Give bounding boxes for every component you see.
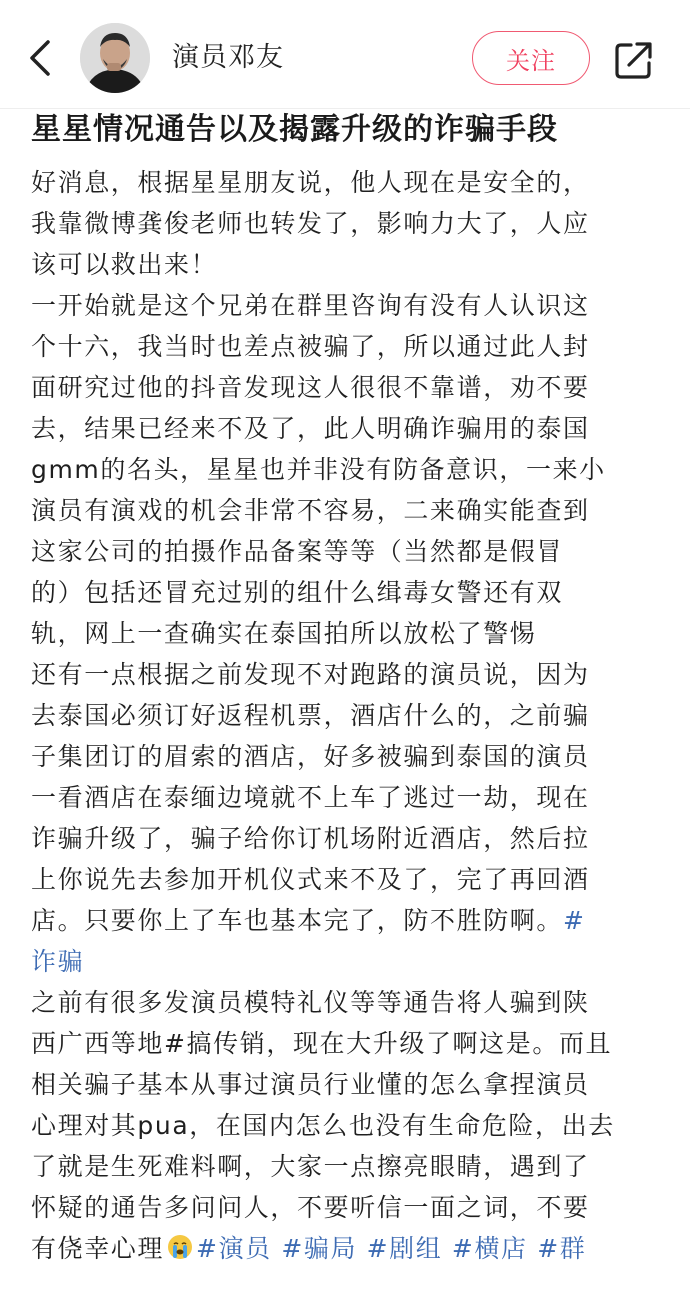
- body-line: [31, 982, 671, 1023]
- author-avatar[interactable]: [80, 23, 150, 93]
- avatar-image: [80, 23, 150, 93]
- body-text: 子集团订的眉索的酒店，好多被骗到泰国的演员: [31, 742, 590, 771]
- body-text: 该可以救出来！: [31, 250, 218, 279]
- hashtag-link[interactable]: #剧组: [366, 1234, 443, 1263]
- body-line: [31, 654, 671, 695]
- body-text: 演员有演戏的机会非常不容易，二来确实能查到: [31, 496, 590, 525]
- body-line: [31, 1023, 671, 1064]
- body-line: [31, 859, 671, 900]
- share-button[interactable]: [612, 38, 656, 82]
- post-title: 星星情况通告以及揭露升级的诈骗手段: [31, 112, 558, 147]
- body-text: 这家公司的拍摄作品备案等等（当然都是假冒: [31, 537, 564, 566]
- body-text: 的）包括还冒充过别的组什么缉毒女警还有双: [31, 578, 564, 607]
- body-line: [31, 900, 671, 941]
- hashtag-link[interactable]: #骗局: [281, 1234, 358, 1263]
- crying-face-icon: [166, 1233, 194, 1261]
- share-icon: [612, 38, 656, 82]
- body-text: 诈骗升级了，骗子给你订机场附近酒店，然后拉: [31, 824, 590, 853]
- body-text: 之前有很多发演员模特礼仪等等通告将人骗到陕: [31, 988, 590, 1017]
- body-text: gmm的名头，星星也并非没有防备意识，一来小: [31, 455, 606, 484]
- body-text: 好消息，根据星星朋友说，他人现在是安全的，: [31, 168, 590, 197]
- body-text: 一看酒店在泰缅边境就不上车了逃过一劫，现在: [31, 783, 590, 812]
- body-line: [31, 531, 671, 572]
- body-text: 怀疑的通告多问问人，不要听信一面之词，不要: [31, 1193, 590, 1222]
- body-text: 去，结果已经来不及了，此人明确诈骗用的泰国: [31, 414, 590, 443]
- body-text: 一开始就是这个兄弟在群里咨询有没有人认识这: [31, 291, 590, 320]
- follow-button[interactable]: 关注: [472, 31, 590, 85]
- body-line: [31, 818, 671, 859]
- body-text: 西广西等地#搞传销，现在大升级了啊这是。而且: [31, 1029, 613, 1058]
- body-line: [31, 326, 671, 367]
- hashtag-link[interactable]: #演员: [196, 1234, 272, 1263]
- body-line: [31, 203, 671, 244]
- body-line: [31, 449, 671, 490]
- body-line: [31, 1064, 671, 1105]
- body-line: [31, 613, 671, 654]
- body-text: 心理对其pua，在国内怎么也没有生命危险，出去: [31, 1111, 615, 1140]
- body-text: 了就是生死难料啊，大家一点擦亮眼睛，遇到了: [31, 1152, 590, 1181]
- hashtag-link[interactable]: #横店: [451, 1234, 528, 1263]
- body-text: 还有一点根据之前发现不对跑路的演员说，因为: [31, 660, 590, 689]
- header-divider: [0, 108, 690, 109]
- hashtag-link[interactable]: #群: [537, 1234, 587, 1263]
- body-line: [31, 695, 671, 736]
- body-line: [31, 1187, 671, 1228]
- body-line: [31, 1105, 671, 1146]
- body-line: [31, 367, 671, 408]
- post-body: [31, 162, 671, 1269]
- hashtag-link[interactable]: #: [563, 906, 586, 935]
- body-text: 相关骗子基本从事过演员行业懂的怎么拿捏演员: [31, 1070, 590, 1099]
- body-text: 我靠微博龚俊老师也转发了，影响力大了，人应: [31, 209, 590, 238]
- body-line: [31, 941, 671, 982]
- body-text: 面研究过他的抖音发现这人很很不靠谱，劝不要: [31, 373, 590, 402]
- hashtag-link[interactable]: 诈骗: [31, 947, 85, 976]
- body-text: 有侥幸心理: [31, 1234, 165, 1263]
- body-line: [31, 777, 671, 818]
- body-text: 去泰国必须订好返程机票，酒店什么的，之前骗: [31, 701, 590, 730]
- body-line: [31, 162, 671, 203]
- back-button[interactable]: [20, 38, 60, 78]
- body-line: [31, 490, 671, 531]
- back-arrow-icon: [28, 39, 52, 77]
- post-header: [0, 0, 690, 108]
- body-line: [31, 408, 671, 449]
- body-line: [31, 1146, 671, 1187]
- author-name[interactable]: 演员邓友: [172, 42, 284, 73]
- body-text: 上你说先去参加开机仪式来不及了，完了再回酒: [31, 865, 590, 894]
- body-line: [31, 1228, 671, 1269]
- body-line: [31, 572, 671, 613]
- body-line: [31, 285, 671, 326]
- body-text: 轨，网上一查确实在泰国拍所以放松了警惕: [31, 619, 537, 648]
- body-text: 店。只要你上了车也基本完了，防不胜防啊。: [31, 906, 564, 935]
- body-text: 个十六，我当时也差点被骗了，所以通过此人封: [31, 332, 590, 361]
- body-line: [31, 244, 671, 285]
- body-line: [31, 736, 671, 777]
